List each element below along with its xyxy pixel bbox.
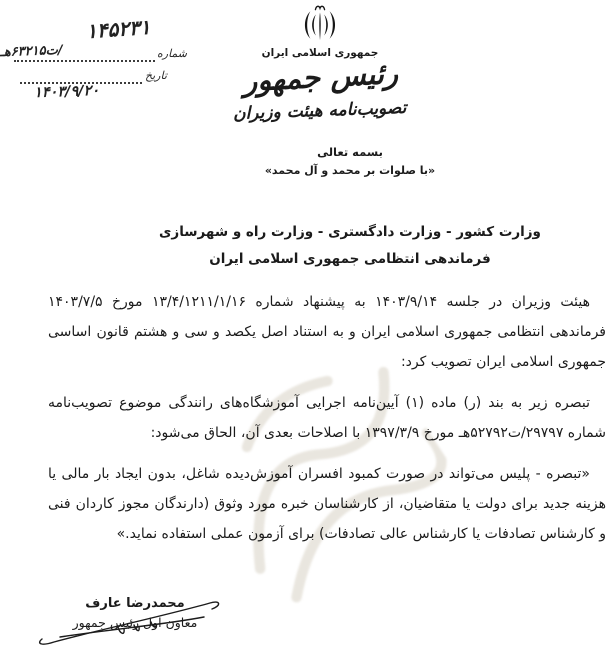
basmala-text: بسمه تعالی [317,145,383,159]
iran-emblem-icon [297,4,343,46]
handwritten-date: ۱۴۰۳/۹/۲۰ [33,82,100,102]
salawat-text: «با صلوات بر محمد و آل محمد» [264,164,436,177]
addressees-block [88,219,612,273]
signatory-name: محمدرضا عارف [85,596,185,611]
number-label: شماره [157,47,188,60]
letterhead [157,4,483,125]
decree-type-title: تصویب‌نامه هیئت وزیران [233,98,407,125]
signature-block [52,596,218,630]
decree-body [48,287,606,560]
handwritten-decree-number: ۱۴۵۲۳۱ [85,14,152,44]
body-paragraph-1: هیئت وزیران در جلسه ۱۴۰۳/۹/۱۴ به پیشنهاد شماره ۱۳/۴/۱۲۱۱/۱/۱۶ مورخ ۱۴۰۳/۷/۵ فرماندهی انتظامی جمهوری اسلامی ایران و به استناد اصل یکصد و سی و هشتم قانون اساسی جمهوری اسلامی ایران تصویب کرد: [48,294,606,370]
handwritten-number-suffix: /ت۶۳۲۱۵هـ [0,42,63,61]
body-paragraph-2: تبصره زیر به بند (ر) ماده (۱) آیین‌نامه اجرایی آموزشگاه‌های رانندگی موضوع تصویب‌نامه شماره ۲۹۷۹۷/ت۵۲۷۹۲هـ مورخ ۱۳۹۷/۳/۹ با اصلاحات بعدی آن، الحاق می‌شود: [48,395,606,441]
addressee-line-2: فرماندهی انتظامی جمهوری اسلامی ایران [209,251,491,267]
invocation-block [200,145,500,177]
president-title-calligraphy: رئیس جمهور [241,55,399,99]
republic-title: جمهوری اسلامی ایران [261,47,379,59]
number-dotted-line [14,60,155,62]
signatory-title: معاون اول رئیس جمهور [72,615,198,630]
body-paragraph-3: «تبصره - پلیس می‌تواند در صورت کمبود افسران آموزش‌دیده شاغل، بدون ایجاد بار مالی یا هزینه جدید برای دولت یا متقاضیان، از کارشناسان خبره مورد وثوق (دارندگان مجوز کاردان فنی و کارشناس تصادفات یا کارشناس عالی تصادفات) برای آزمون عملی استفاده نماید.» [48,466,606,542]
date-label: تاریخ [145,69,167,82]
addressee-line-1: وزارت کشور - وزارت دادگستری - وزارت راه و شهرسازی [159,224,541,240]
